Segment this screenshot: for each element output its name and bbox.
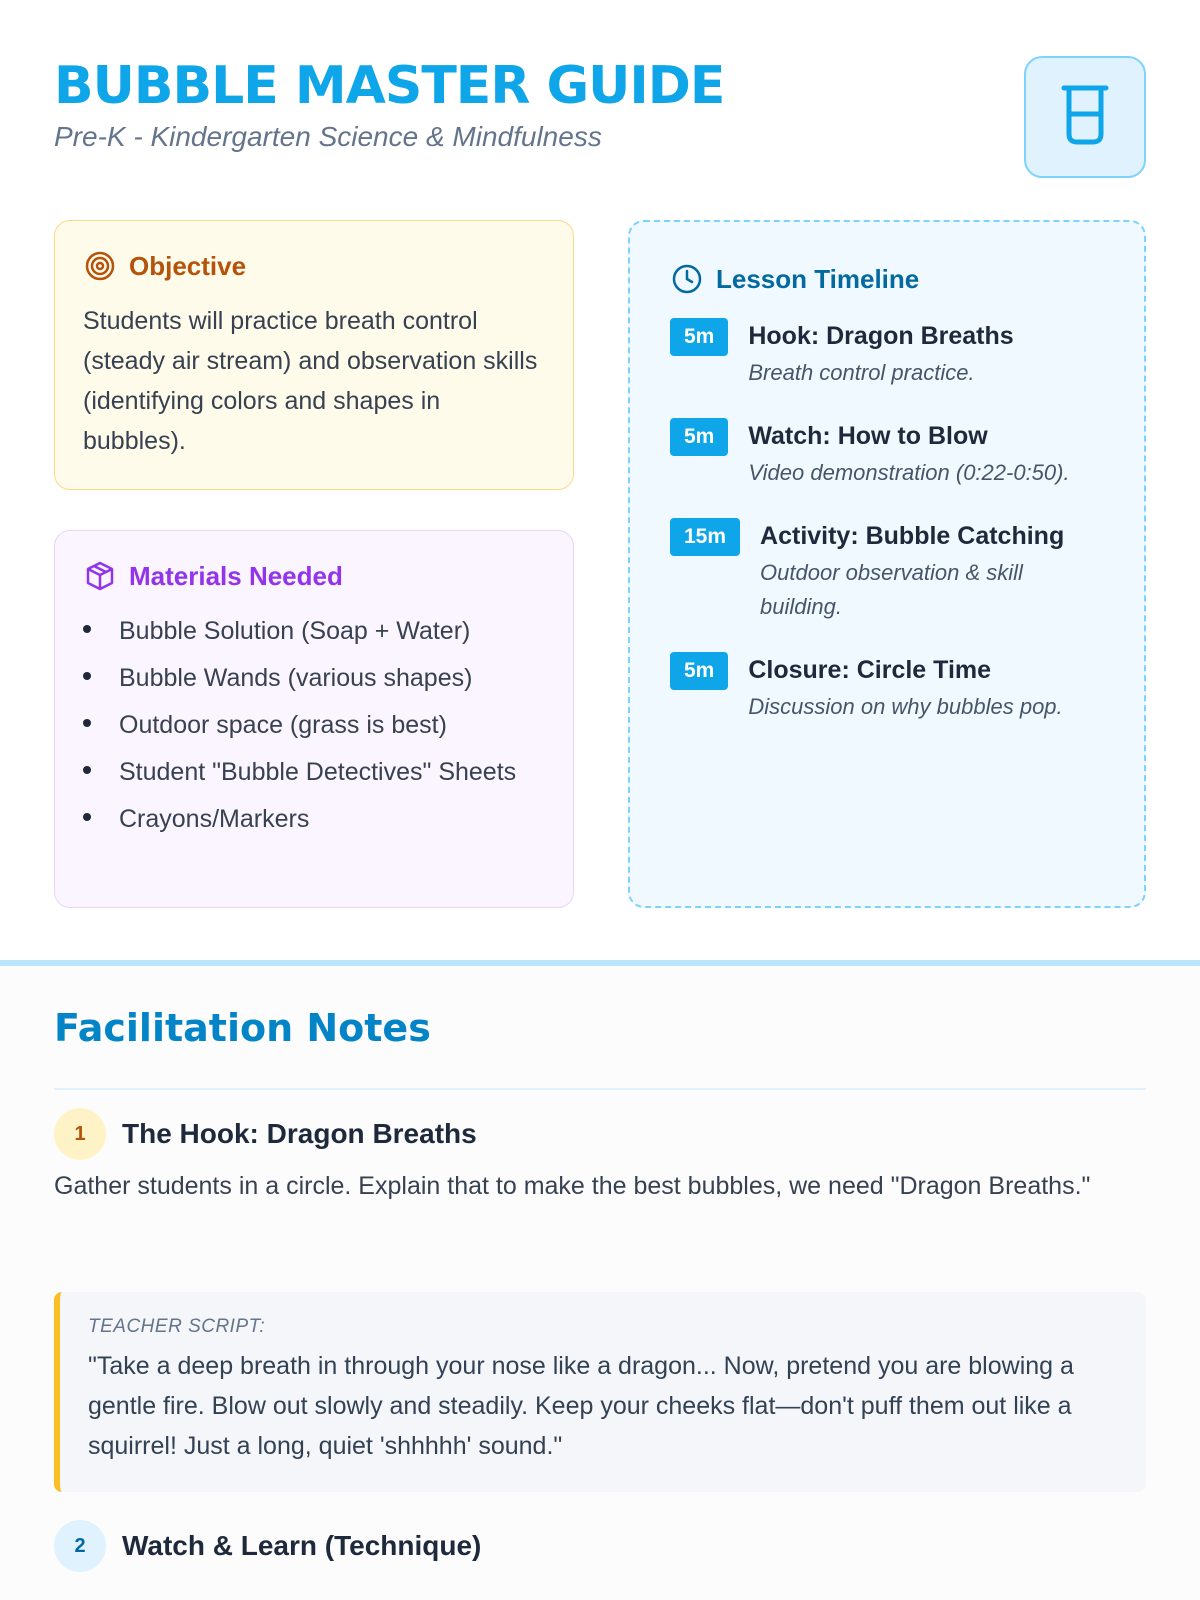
header [54, 56, 1146, 182]
list-item: Crayons/Markers [83, 799, 545, 839]
timeline-item-desc: Outdoor observation & skill building. [760, 560, 1023, 619]
timeline-list [670, 318, 1104, 724]
timeline-item-title: Hook: Dragon Breaths [748, 322, 1014, 350]
list-item: Student "Bubble Detectives" Sheets [83, 752, 545, 792]
facilitation-notes-section [0, 966, 1200, 1600]
timeline-item-title: Watch: How to Blow [748, 422, 988, 450]
materials-card [54, 530, 574, 908]
bullet-icon [83, 719, 91, 727]
step-number-badge: 2 [54, 1520, 106, 1572]
timeline-item-desc: Breath control practice. [748, 360, 975, 385]
duration-badge: 5m [670, 318, 728, 356]
list-item: Bubble Solution (Soap + Water) [83, 611, 545, 651]
step-header [54, 1108, 477, 1160]
bullet-icon [83, 766, 91, 774]
list-item: Outdoor space (grass is best) [83, 705, 545, 745]
bullet-icon [83, 813, 91, 821]
duration-badge: 15m [670, 518, 740, 556]
timeline-item [670, 652, 1104, 724]
objective-card [54, 220, 574, 490]
timeline-item-title: Closure: Circle Time [748, 656, 992, 684]
timeline-card [628, 220, 1146, 908]
materials-list [83, 611, 545, 839]
timeline-heading: Lesson Timeline [716, 263, 920, 294]
timeline-item-title: Activity: Bubble Catching [760, 522, 1065, 550]
script-label: TEACHER SCRIPT: [88, 1316, 266, 1337]
list-item: Bubble Wands (various shapes) [83, 658, 545, 698]
clock-icon [670, 262, 704, 296]
step-header [54, 1520, 481, 1572]
step-text: Gather students in a circle. Explain that to make the best bubbles, we need "Dragon Breaths." [54, 1172, 1091, 1200]
duration-badge: 5m [670, 418, 728, 456]
bullet-icon [83, 672, 91, 680]
page-title: BUBBLE MASTER GUIDE [54, 56, 725, 116]
logo-badge [1024, 56, 1146, 178]
step-title: Watch & Learn (Technique) [122, 1530, 482, 1561]
step-title: The Hook: Dragon Breaths [122, 1118, 477, 1149]
teacher-script-callout [54, 1292, 1146, 1492]
materials-heading: Materials Needed [129, 560, 343, 591]
step-number-badge: 1 [54, 1108, 106, 1160]
target-icon [83, 249, 117, 283]
script-text: "Take a deep breath in through your nose like a dragon... Now, pretend you are blowing a gentle fire. Blow out slowly and steadily. Keep your cheeks flat—don't puff them out like a squirrel! Just a long, quiet 'shhhhh' sound." [88, 1352, 1074, 1460]
page-subtitle: Pre-K - Kindergarten Science & Mindfulness [54, 121, 602, 152]
objective-heading: Objective [129, 250, 247, 281]
section-title: Facilitation Notes [54, 1006, 431, 1050]
package-icon [83, 559, 117, 593]
objective-text: Students will practice breath control (steady air stream) and observation skills (identifying colors and shapes in bubbles). [83, 307, 538, 455]
timeline-item-desc: Video demonstration (0:22-0:50). [748, 460, 1070, 485]
timeline-item [670, 318, 1104, 390]
beaker-icon [1061, 84, 1109, 151]
timeline-item [670, 418, 1104, 490]
bullet-icon [83, 625, 91, 633]
timeline-item [670, 518, 1104, 624]
section-rule [54, 1088, 1146, 1090]
timeline-item-desc: Discussion on why bubbles pop. [748, 694, 1063, 719]
duration-badge: 5m [670, 652, 728, 690]
